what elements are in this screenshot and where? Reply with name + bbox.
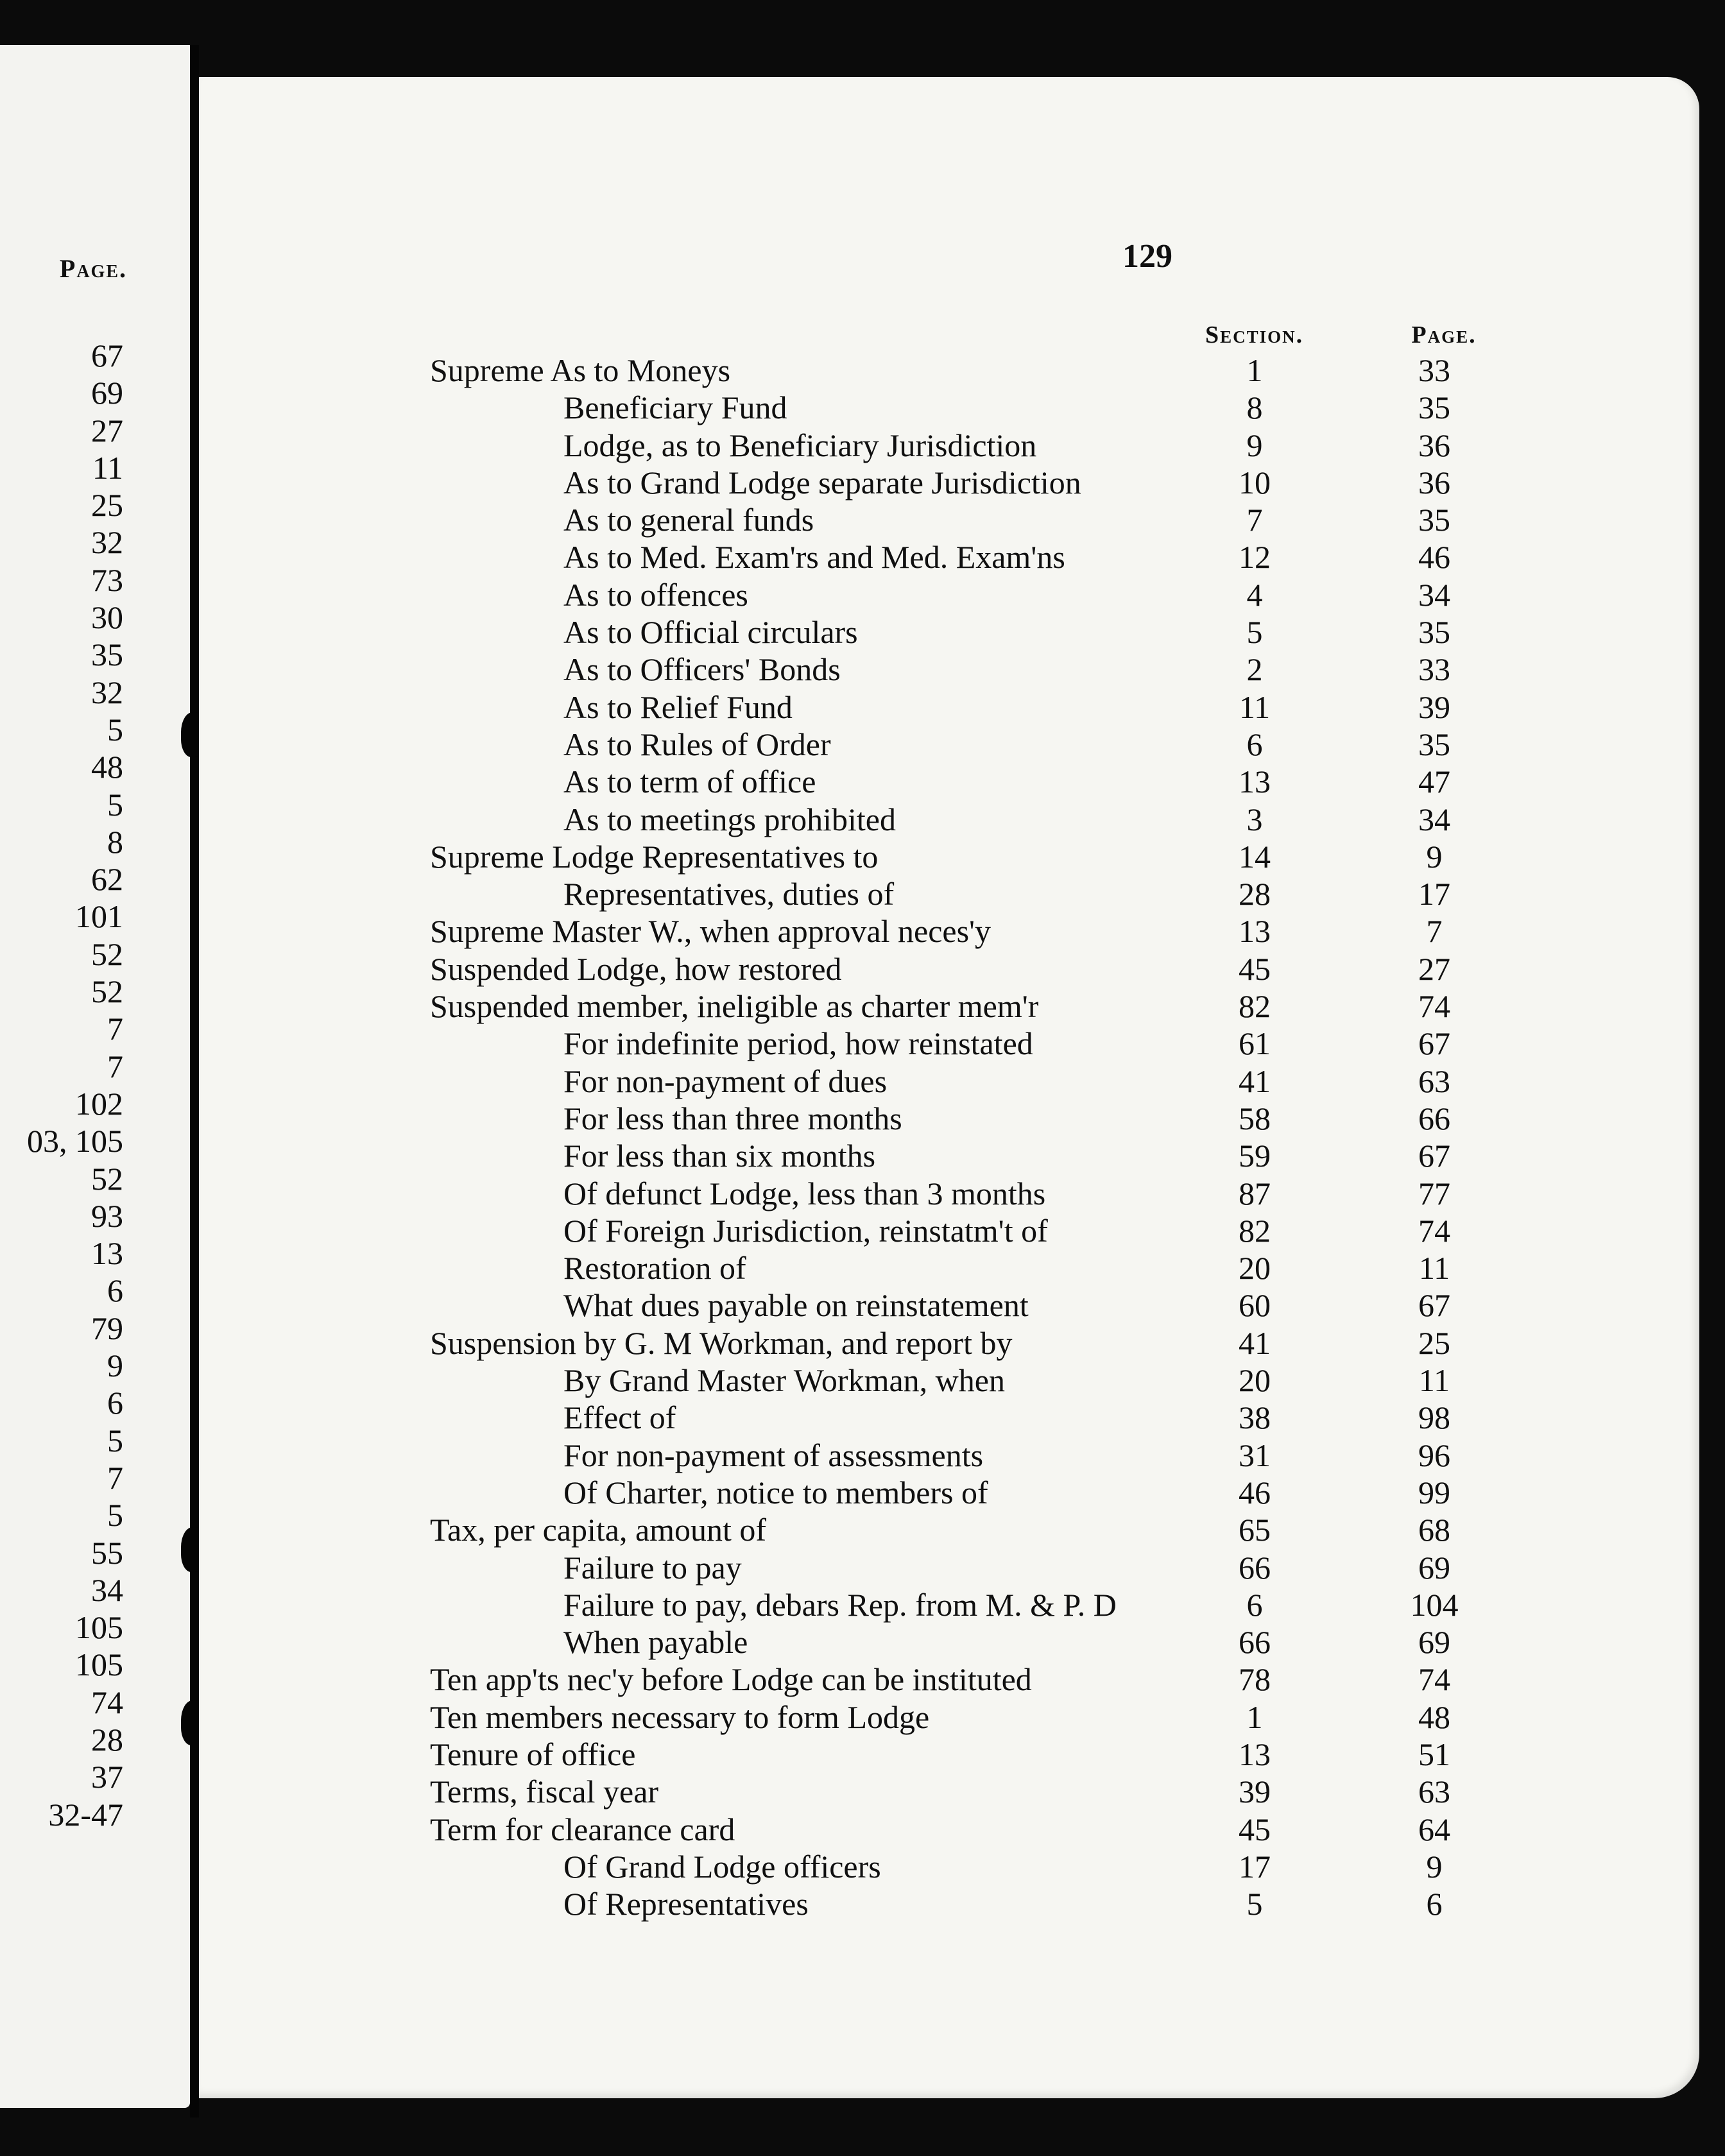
entry-topic: As to offences (563, 576, 748, 613)
entry-section-number: 3 (1246, 801, 1263, 837)
left-page-number: 93 (91, 1197, 123, 1234)
entry-topic: Restoration of (563, 1250, 746, 1287)
index-entry (199, 689, 1699, 726)
entry-section-number: 10 (1239, 464, 1271, 501)
entry-page-number: 34 (1418, 576, 1450, 613)
entry-topic: Failure to pay, debars Rep. from M. & P. D (563, 1586, 1117, 1623)
left-page-column-header: Page. (59, 254, 127, 283)
entry-topic: As to meetings prohibited (563, 801, 896, 837)
entry-page-number: 39 (1418, 689, 1450, 725)
entry-page-number: 48 (1418, 1698, 1450, 1735)
entry-section-number: 38 (1239, 1399, 1271, 1436)
entry-section-number: 82 (1239, 1212, 1271, 1249)
index-entry (199, 1885, 1699, 1922)
index-entry (199, 726, 1699, 763)
entry-page-number: 99 (1418, 1474, 1450, 1510)
entry-section-number: 78 (1239, 1661, 1271, 1698)
left-page-number: 7 (107, 1011, 123, 1047)
left-page-number: 67 (91, 338, 123, 373)
index-entry (199, 950, 1699, 988)
entry-section-number: 58 (1239, 1100, 1271, 1136)
left-page-number: 5 (107, 1497, 123, 1534)
entry-topic: Terms, fiscal year (430, 1774, 659, 1810)
left-page-number: 13 (91, 1235, 123, 1272)
left-page-number: 105 (75, 1647, 123, 1683)
entry-page-number: 11 (1418, 1362, 1450, 1399)
left-page-number: 32 (91, 674, 123, 710)
entry-page-number: 35 (1418, 614, 1450, 651)
entry-section-number: 5 (1246, 1886, 1263, 1922)
entry-section-number: 12 (1239, 539, 1271, 576)
index-entry (199, 1586, 1699, 1623)
entry-topic: As to Officers' Bonds (563, 651, 841, 688)
entry-page-number: 35 (1418, 502, 1450, 538)
entry-section-number: 65 (1239, 1512, 1271, 1548)
entry-topic: Suspension by G. M Workman, and report by (430, 1324, 1013, 1361)
left-page-number: 03, 105 (27, 1123, 123, 1159)
entry-topic: For less than six months (563, 1138, 876, 1174)
entry-section-number: 82 (1239, 988, 1271, 1025)
index-entry (199, 1063, 1699, 1100)
entry-section-number: 13 (1239, 1736, 1271, 1772)
index-entry (199, 464, 1699, 501)
left-page-number: 55 (91, 1534, 123, 1571)
index-entry (199, 1025, 1699, 1062)
entry-topic: Of Foreign Jurisdiction, reinstatm't of (563, 1212, 1048, 1249)
entry-page-number: 96 (1418, 1437, 1450, 1473)
entry-section-number: 20 (1239, 1362, 1271, 1399)
left-page-number: 32 (91, 524, 123, 561)
entry-topic: For less than three months (563, 1100, 902, 1136)
left-page-number: 35 (91, 637, 123, 673)
entry-section-number: 2 (1246, 651, 1263, 688)
entry-page-number: 36 (1418, 464, 1450, 501)
left-page-number: 62 (91, 861, 123, 898)
entry-section-number: 66 (1239, 1624, 1271, 1661)
left-page-number: 73 (91, 561, 123, 598)
entry-section-number: 4 (1246, 576, 1263, 613)
entry-topic: Tenure of office (430, 1736, 636, 1772)
index-entry (199, 1399, 1699, 1436)
index-entry (199, 875, 1699, 912)
entry-section-number: 13 (1239, 764, 1271, 800)
left-page-number: 52 (91, 973, 123, 1010)
entry-page-number: 9 (1426, 838, 1443, 875)
left-page-number: 37 (91, 1759, 123, 1795)
entry-section-number: 9 (1246, 427, 1263, 463)
entry-topic: As to Official circulars (563, 614, 858, 651)
index-entry (199, 501, 1699, 538)
book-spine (190, 45, 199, 2118)
entry-page-number: 67 (1418, 1025, 1450, 1062)
entry-topic: Beneficiary Fund (563, 389, 787, 426)
entry-page-number: 7 (1426, 913, 1443, 950)
index-entry (199, 1511, 1699, 1548)
entry-section-number: 28 (1239, 876, 1271, 912)
entry-page-number: 67 (1418, 1138, 1450, 1174)
left-page-number: 102 (75, 1085, 123, 1122)
entry-section-number: 45 (1239, 1811, 1271, 1847)
left-page-number: 8 (107, 823, 123, 860)
left-page-number: 69 (91, 375, 123, 411)
entry-section-number: 17 (1239, 1848, 1271, 1885)
index-entry (199, 1698, 1699, 1736)
left-page-number: 5 (107, 1422, 123, 1459)
index-entry (199, 1549, 1699, 1586)
entry-section-number: 41 (1239, 1324, 1271, 1361)
left-page-number: 5 (107, 711, 123, 748)
entry-section-number: 66 (1239, 1549, 1271, 1586)
index-entry (199, 613, 1699, 651)
entry-page-number: 74 (1418, 1661, 1450, 1698)
entry-page-number: 35 (1418, 726, 1450, 762)
index-entry (199, 427, 1699, 464)
index-entry (199, 352, 1699, 389)
entry-page-number: 36 (1418, 427, 1450, 463)
index-entry (199, 1437, 1699, 1474)
left-page-number: 105 (75, 1609, 123, 1646)
entry-section-number: 41 (1239, 1063, 1271, 1099)
left-page-number: 79 (91, 1310, 123, 1346)
entry-section-number: 6 (1246, 726, 1263, 762)
left-page (0, 45, 190, 2108)
page-column-header: Page. (1411, 321, 1477, 348)
entry-section-number: 13 (1239, 913, 1271, 950)
index-entry (199, 389, 1699, 426)
index-entry (199, 838, 1699, 875)
entry-topic: Ten app'ts nec'y before Lodge can be instituted (430, 1661, 1032, 1698)
index-entry (199, 763, 1699, 800)
left-page-number: 6 (107, 1385, 123, 1421)
entry-section-number: 8 (1246, 389, 1263, 426)
entry-page-number: 17 (1418, 876, 1450, 912)
left-page-number: 7 (107, 1048, 123, 1084)
left-page-number-column (27, 337, 123, 1833)
left-page-number: 34 (91, 1571, 123, 1608)
index-entry (199, 1137, 1699, 1174)
entry-page-number: 34 (1418, 801, 1450, 837)
left-page-number: 5 (107, 786, 123, 823)
page-number: 129 (1122, 238, 1172, 275)
entry-page-number: 98 (1418, 1399, 1450, 1436)
entry-section-number: 11 (1239, 689, 1271, 725)
entry-page-number: 33 (1418, 352, 1450, 388)
index-entry (199, 1623, 1699, 1661)
entry-page-number: 46 (1418, 539, 1450, 576)
entry-page-number: 11 (1418, 1250, 1450, 1287)
index-entry (199, 1773, 1699, 1810)
left-page-number: 27 (91, 412, 123, 449)
entry-section-number: 46 (1239, 1474, 1271, 1510)
entry-page-number: 51 (1418, 1736, 1450, 1772)
index-entry (199, 1249, 1699, 1287)
entry-page-number: 25 (1418, 1324, 1450, 1361)
entry-topic: As to Med. Exam'rs and Med. Exam'ns (563, 539, 1065, 576)
entry-topic: Supreme Master W., when approval neces'y (430, 913, 991, 950)
entry-page-number: 68 (1418, 1512, 1450, 1548)
entry-page-number: 33 (1418, 651, 1450, 688)
entry-topic: When payable (563, 1624, 748, 1661)
index-entry (199, 1736, 1699, 1773)
index-entry (199, 1212, 1699, 1249)
entry-section-number: 59 (1239, 1138, 1271, 1174)
entry-topic: Suspended member, ineligible as charter mem'r (430, 988, 1039, 1025)
entry-section-number: 14 (1239, 838, 1271, 875)
index-entry (199, 1362, 1699, 1399)
index-entry-list (199, 352, 1699, 1922)
entry-section-number: 61 (1239, 1025, 1271, 1062)
entry-page-number: 66 (1418, 1100, 1450, 1136)
left-page-number: 28 (91, 1721, 123, 1758)
index-entry (199, 576, 1699, 613)
entry-topic: As to term of office (563, 764, 816, 800)
entry-topic: Supreme Lodge Representatives to (430, 838, 879, 875)
index-entry (199, 1324, 1699, 1362)
left-page-number: 48 (91, 749, 123, 785)
entry-section-number: 20 (1239, 1250, 1271, 1287)
entry-topic: As to Rules of Order (563, 726, 831, 762)
left-page-number: 6 (107, 1272, 123, 1309)
index-entry (199, 1287, 1699, 1324)
left-page-number: 52 (91, 1160, 123, 1197)
index-entry (199, 1811, 1699, 1848)
section-column-header: Section. (1205, 321, 1304, 348)
entry-section-number: 87 (1239, 1175, 1271, 1211)
left-page-number: 32-47 (48, 1796, 123, 1833)
entry-section-number: 45 (1239, 950, 1271, 987)
entry-page-number: 74 (1418, 1212, 1450, 1249)
index-entry (199, 801, 1699, 838)
entry-topic: Of Grand Lodge officers (563, 1848, 881, 1885)
left-page-number: 74 (91, 1684, 123, 1720)
entry-section-number: 5 (1246, 614, 1263, 651)
entry-page-number: 67 (1418, 1287, 1450, 1324)
right-page (199, 77, 1699, 2098)
entry-page-number: 9 (1426, 1848, 1443, 1885)
entry-page-number: 69 (1418, 1624, 1450, 1661)
entry-topic: What dues payable on reinstatement (563, 1287, 1029, 1324)
entry-topic: By Grand Master Workman, when (563, 1362, 1005, 1399)
entry-topic: Effect of (563, 1399, 676, 1436)
entry-section-number: 31 (1239, 1437, 1271, 1473)
entry-page-number: 104 (1410, 1586, 1459, 1623)
left-page-number: 101 (75, 898, 123, 935)
entry-topic: Of Charter, notice to members of (563, 1474, 988, 1510)
entry-topic: Ten members necessary to form Lodge (430, 1698, 930, 1735)
left-page-number: 9 (107, 1348, 123, 1384)
left-page-number: 11 (92, 449, 123, 486)
entry-topic: For non-payment of assessments (563, 1437, 984, 1473)
entry-topic: Of defunct Lodge, less than 3 months (563, 1175, 1046, 1211)
entry-page-number: 63 (1418, 1063, 1450, 1099)
left-page-number: 52 (91, 936, 123, 972)
entry-page-number: 35 (1418, 389, 1450, 426)
entry-topic: For indefinite period, how reinstated (563, 1025, 1033, 1062)
entry-topic: Lodge, as to Beneficiary Jurisdiction (563, 427, 1037, 463)
entry-page-number: 77 (1418, 1175, 1450, 1211)
entry-section-number: 1 (1246, 352, 1263, 388)
entry-page-number: 47 (1418, 764, 1450, 800)
entry-topic: As to Relief Fund (563, 689, 793, 725)
entry-section-number: 6 (1246, 1586, 1263, 1623)
entry-topic: Tax, per capita, amount of (430, 1512, 767, 1548)
index-entry (199, 1100, 1699, 1137)
entry-topic: Supreme As to Moneys (430, 352, 731, 388)
entry-topic: Failure to pay (563, 1549, 742, 1586)
entry-section-number: 39 (1239, 1774, 1271, 1810)
entry-topic: As to general funds (563, 502, 814, 538)
entry-section-number: 1 (1246, 1698, 1263, 1735)
index-entry (199, 1661, 1699, 1698)
index-entry (199, 988, 1699, 1025)
entry-page-number: 27 (1418, 950, 1450, 987)
entry-topic: For non-payment of dues (563, 1063, 888, 1099)
entry-section-number: 60 (1239, 1287, 1271, 1324)
index-entry (199, 1175, 1699, 1212)
entry-topic: Of Representatives (563, 1886, 809, 1922)
entry-topic: Term for clearance card (430, 1811, 735, 1847)
left-page-number: 25 (91, 487, 123, 524)
entry-topic: Representatives, duties of (563, 876, 895, 912)
entry-page-number: 63 (1418, 1774, 1450, 1810)
index-entry (199, 1848, 1699, 1885)
left-page-number: 7 (107, 1459, 123, 1496)
index-entry (199, 651, 1699, 688)
entry-topic: Suspended Lodge, how restored (430, 950, 842, 987)
index-entry (199, 1474, 1699, 1511)
index-entry (199, 538, 1699, 576)
index-entry (199, 912, 1699, 950)
entry-page-number: 64 (1418, 1811, 1450, 1847)
entry-topic: As to Grand Lodge separate Jurisdiction (563, 464, 1081, 501)
entry-page-number: 6 (1426, 1886, 1443, 1922)
entry-page-number: 69 (1418, 1549, 1450, 1586)
entry-page-number: 74 (1418, 988, 1450, 1025)
entry-section-number: 7 (1246, 502, 1263, 538)
left-page-number: 30 (91, 599, 123, 636)
